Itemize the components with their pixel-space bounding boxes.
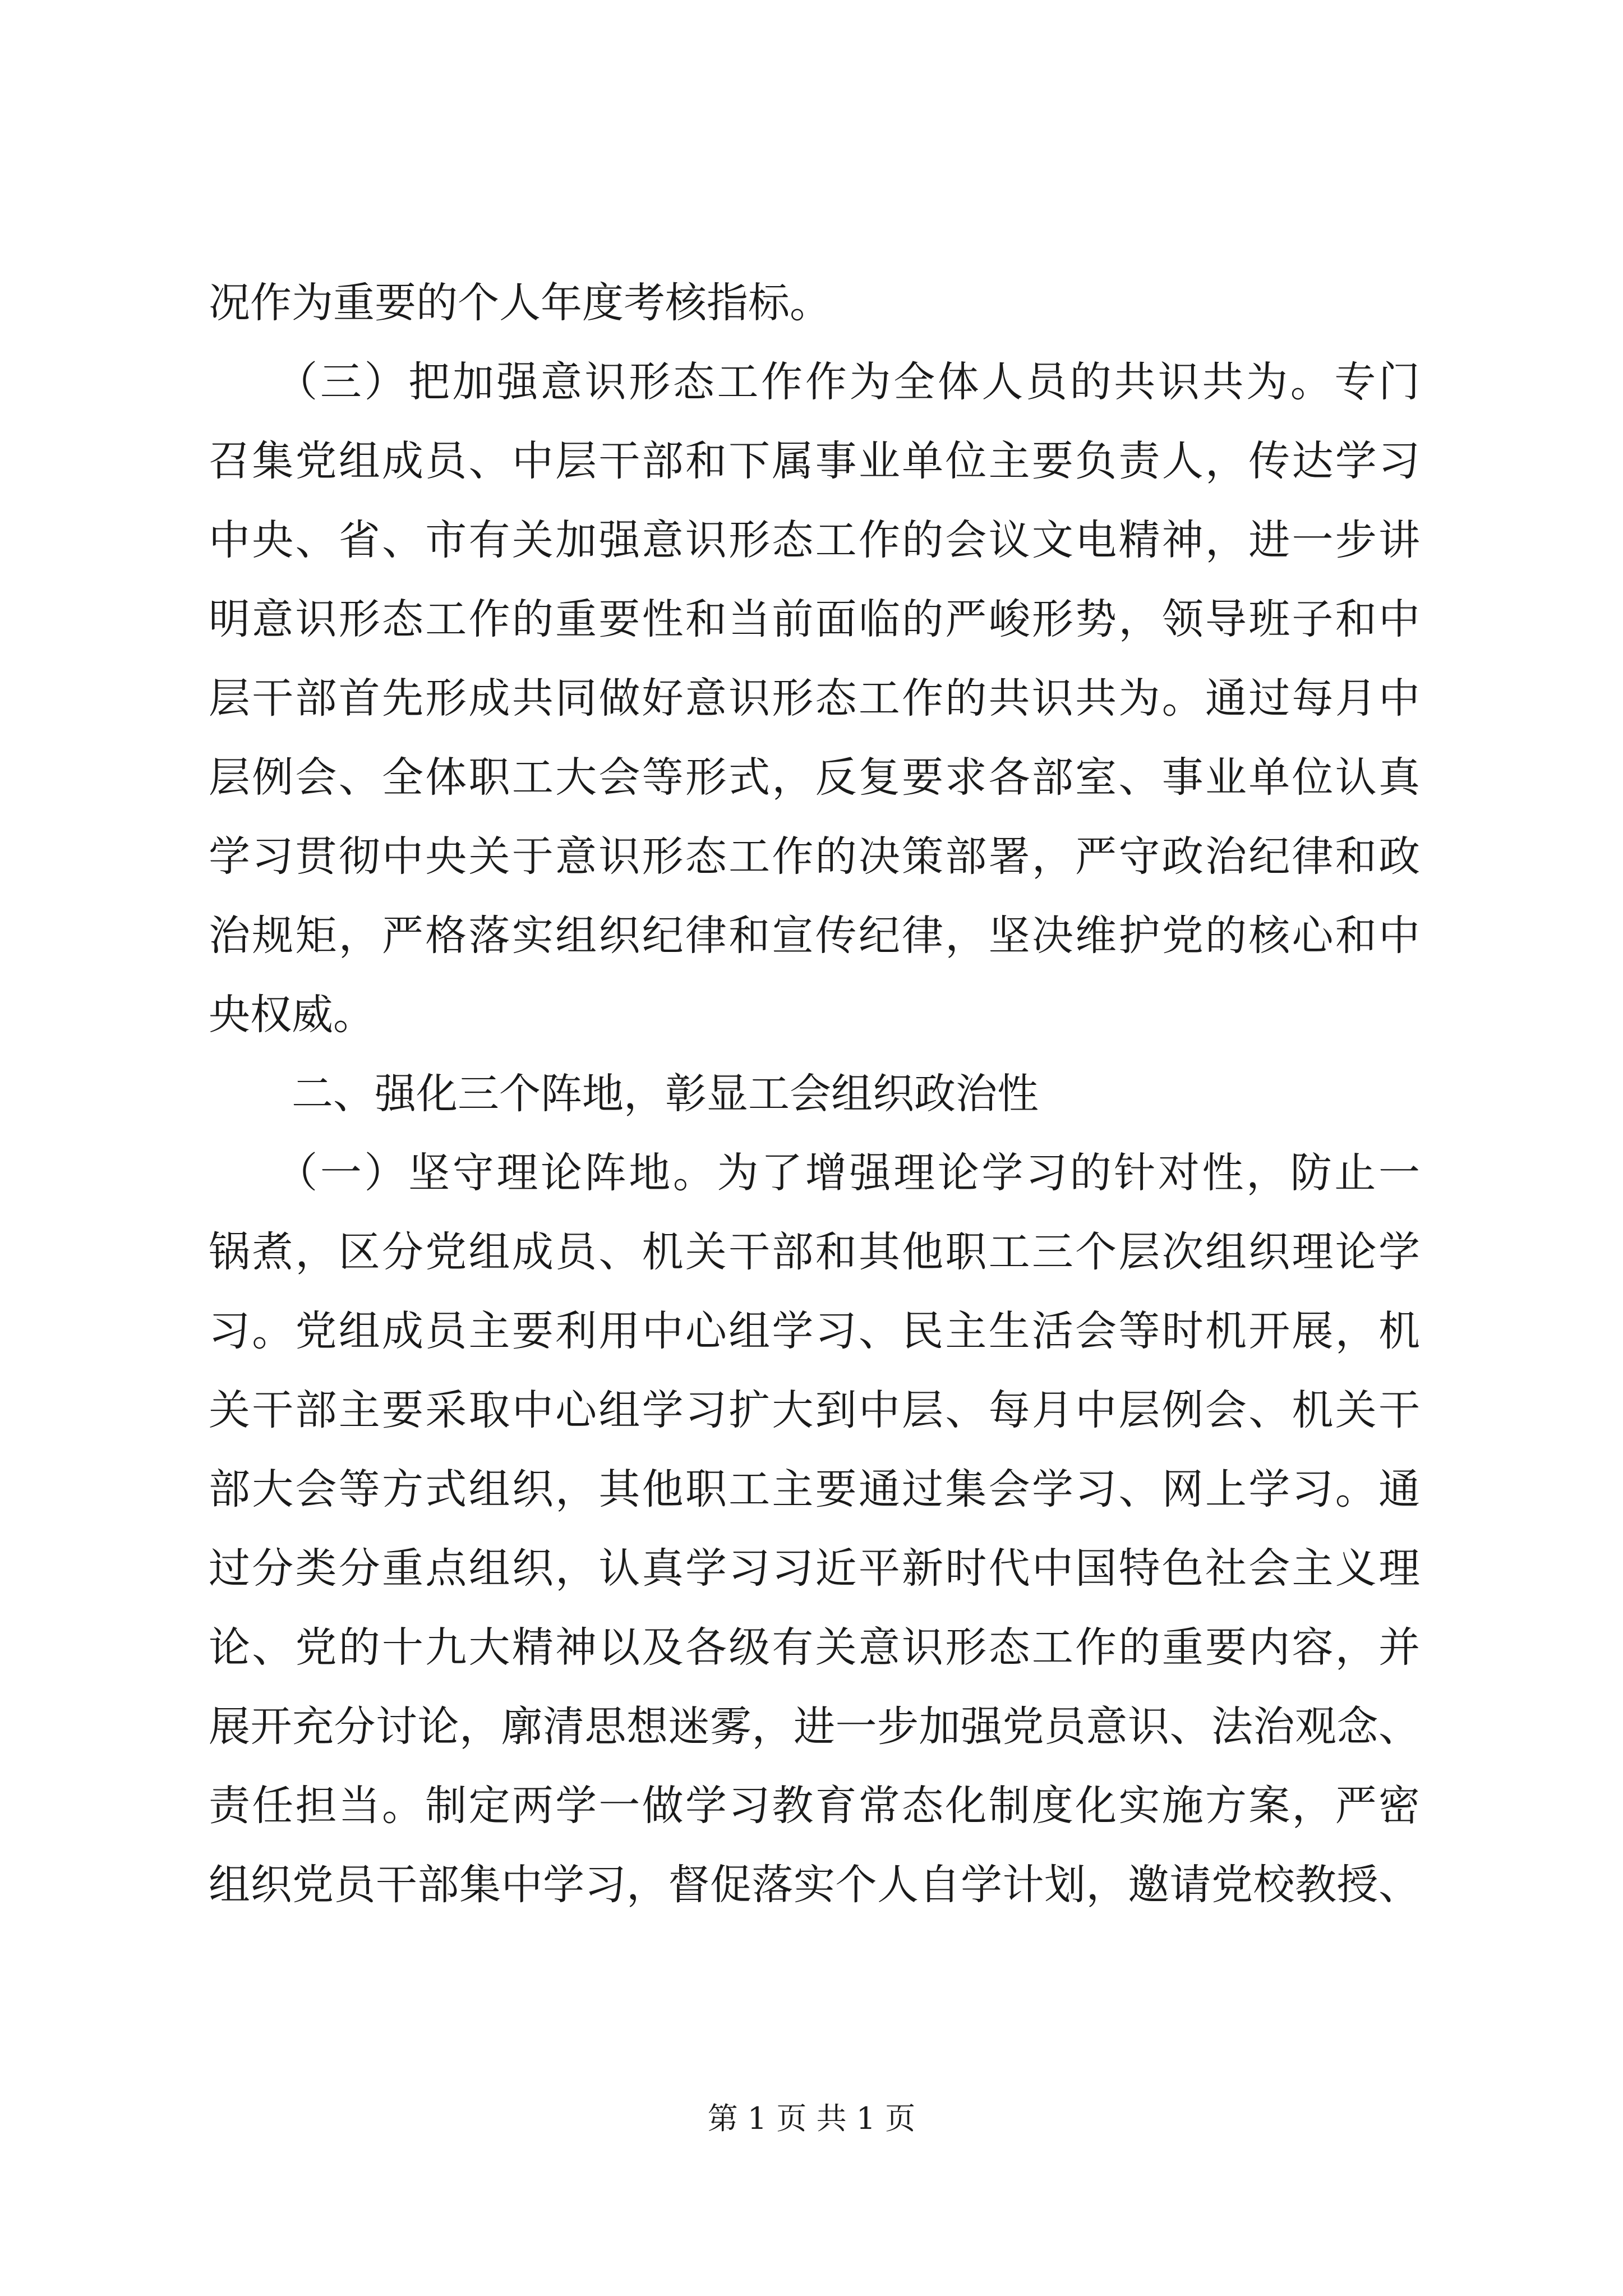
text-line: 过分类分重点组织，认真学习习近平新时代中国特色社会主义理 xyxy=(209,1544,1420,1593)
text-line: 召集党组成员、中层干部和下属事业单位主要负责人，传达学习 xyxy=(209,437,1420,485)
text-line: 习。党组成员主要利用中心组学习、民主生活会等时机开展，机 xyxy=(209,1307,1420,1355)
text-line: 层干部首先形成共同做好意识形态工作的共识共为。通过每月中 xyxy=(209,674,1420,723)
text-line: 部大会等方式组织，其他职工主要通过集会学习、网上学习。通 xyxy=(209,1465,1420,1513)
text-line: 中央、省、市有关加强意识形态工作的会议文电精神，进一步讲 xyxy=(209,516,1420,564)
text-line: 明意识形态工作的重要性和当前面临的严峻形势，领导班子和中 xyxy=(209,595,1420,643)
text-line: 展开充分讨论，廓清思想迷雾，进一步加强党员意识、法治观念、 xyxy=(209,1703,1420,1751)
text-line: 关干部主要采取中心组学习扩大到中层、每月中层例会、机关干 xyxy=(209,1386,1420,1434)
page-footer: 第 1 页 共 1 页 xyxy=(707,2101,916,2136)
text-line: 组织党员干部集中学习，督促落实个人自学计划，邀请党校教授、 xyxy=(209,1861,1420,1909)
text-line: 锅煮，区分党组成员、机关干部和其他职工三个层次组织理论学 xyxy=(209,1228,1420,1276)
text-line: 责任担当。制定两学一做学习教育常态化制度化实施方案，严密 xyxy=(209,1782,1420,1830)
text-line: 况作为重要的个人年度考核指标。 xyxy=(209,279,831,327)
text-line: （三）把加强意识形态工作作为全体人员的共识共为。专门 xyxy=(209,358,1420,406)
text-line: 论、党的十九大精神以及各级有关意识形态工作的重要内容，并 xyxy=(209,1623,1420,1672)
section-heading: 二、强化三个阵地，彰显工会组织政治性 xyxy=(292,1070,1039,1118)
text-line: 学习贯彻中央关于意识形态工作的决策部署，严守政治纪律和政 xyxy=(209,832,1420,881)
text-line: （一）坚守理论阵地。为了增强理论学习的针对性，防止一 xyxy=(209,1149,1420,1197)
text-line: 治规矩，严格落实组织纪律和宣传纪律，坚决维护党的核心和中 xyxy=(209,912,1420,960)
document-body xyxy=(209,264,1420,1925)
text-line: 央权威。 xyxy=(209,991,375,1039)
text-line: 层例会、全体职工大会等形式，反复要求各部室、事业单位认真 xyxy=(209,753,1420,802)
